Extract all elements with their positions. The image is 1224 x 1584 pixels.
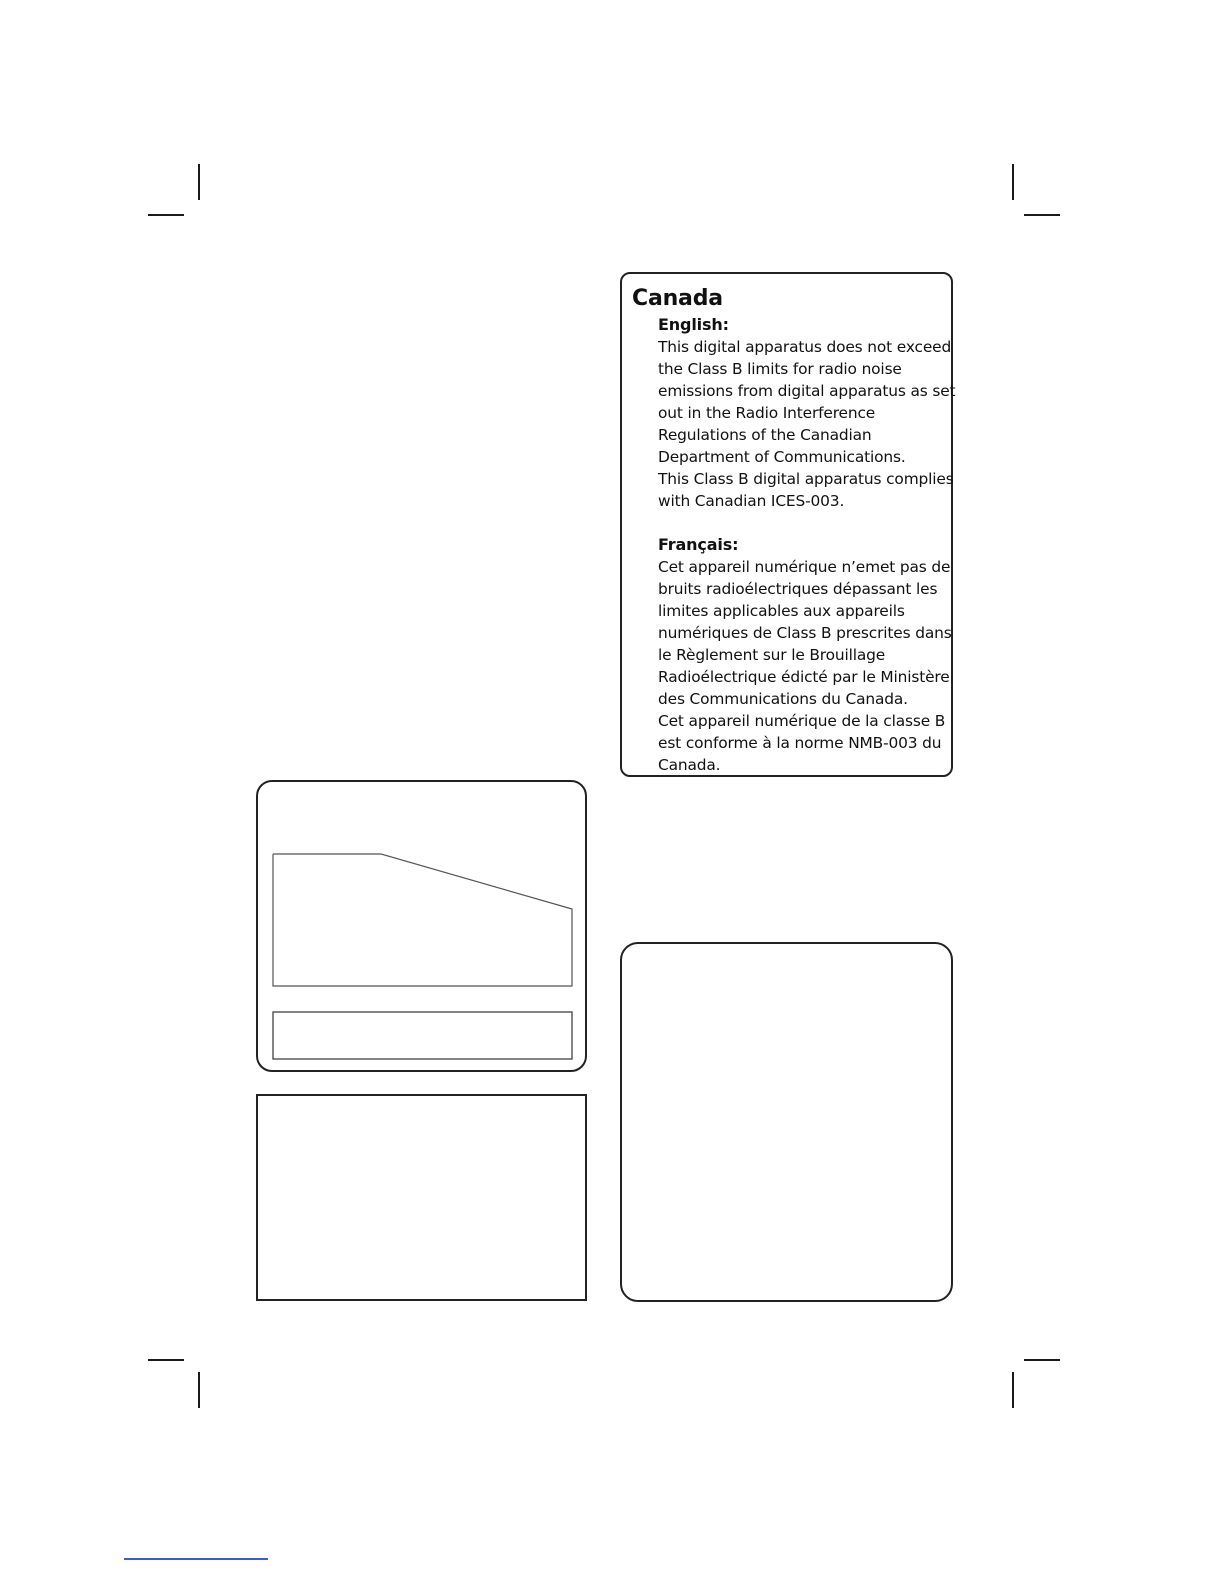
section-spacer bbox=[632, 512, 951, 534]
english-line: the Class B limits for radio noise bbox=[658, 360, 902, 378]
english-line: This Class B digital apparatus complies bbox=[658, 470, 954, 488]
english-section bbox=[658, 314, 956, 512]
french-line: Canada. bbox=[658, 756, 721, 774]
english-line: out in the Radio Interference bbox=[658, 404, 876, 422]
english-line: Regulations of the Canadian bbox=[658, 426, 872, 444]
crop-mark-bottom-left-vertical bbox=[198, 1372, 200, 1408]
blank-square-box bbox=[256, 1094, 587, 1301]
french-line: limites applicables aux appareils bbox=[658, 602, 905, 620]
notice-title: Canada bbox=[632, 286, 723, 311]
blank-rounded-box bbox=[620, 942, 953, 1302]
french-line: le Règlement sur le Brouillage bbox=[658, 646, 886, 664]
english-line: with Canadian ICES-003. bbox=[658, 492, 845, 510]
label-illustration bbox=[258, 782, 585, 1070]
crop-mark-bottom-right-vertical bbox=[1012, 1372, 1014, 1408]
crop-mark-top-left-vertical bbox=[198, 164, 200, 200]
crop-mark-top-right-vertical bbox=[1012, 164, 1014, 200]
french-section bbox=[658, 534, 951, 776]
french-line: est conforme à la norme NMB-003 du bbox=[658, 734, 942, 752]
french-line: numériques de Class B prescrites dans bbox=[658, 624, 952, 642]
label-bottom-strip bbox=[273, 1012, 572, 1059]
french-line: Cet appareil numérique de la classe B bbox=[658, 712, 946, 730]
english-line: emissions from digital apparatus as set bbox=[658, 382, 956, 400]
french-line: Cet appareil numérique n’emet pas de bbox=[658, 558, 951, 576]
crop-mark-top-left-horizontal bbox=[148, 214, 184, 216]
crop-mark-top-right-horizontal bbox=[1024, 214, 1060, 216]
french-line: des Communications du Canada. bbox=[658, 690, 908, 708]
crop-mark-bottom-left-horizontal bbox=[148, 1359, 184, 1361]
english-line: This digital apparatus does not exceed bbox=[658, 338, 952, 356]
footer-link-underline[interactable] bbox=[124, 1558, 268, 1560]
label-outline-shape bbox=[273, 854, 572, 986]
english-line: Department of Communications. bbox=[658, 448, 906, 466]
french-heading: Français: bbox=[658, 535, 739, 554]
english-heading: English: bbox=[658, 315, 729, 334]
french-line: Radioélectrique édicté par le Ministère bbox=[658, 668, 950, 686]
french-line: bruits radioélectriques dépassant les bbox=[658, 580, 938, 598]
canada-compliance-notice bbox=[620, 272, 956, 777]
label-illustration-box bbox=[256, 780, 587, 1072]
crop-mark-bottom-right-horizontal bbox=[1024, 1359, 1060, 1361]
